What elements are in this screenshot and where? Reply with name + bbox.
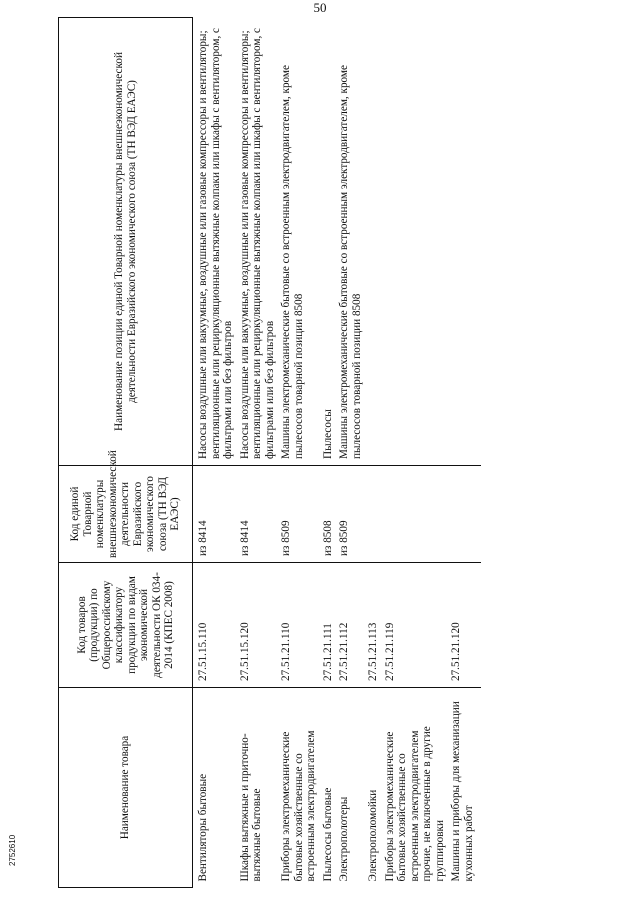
page-number: 50: [313, 0, 327, 15]
row-okpd-code: 27.51.21.110: [276, 563, 318, 688]
table-row: [363, 18, 380, 888]
row-tnved-name: Машины электромеханические бытовые со встроенным электродвигателем, кроме пылесосов товарной позиции 8508: [334, 18, 363, 466]
row-tnved-code: [380, 466, 447, 563]
row-tnved-code: из 8509: [276, 466, 318, 563]
table-row: [334, 18, 363, 888]
row-tnved-code: из 8509: [334, 466, 363, 563]
table-body: [193, 18, 482, 888]
row-product-name: Приборы электромеханические бытовые хозяйственные со встроенным электродвигателем: [280, 730, 317, 882]
row-product-name: Вентиляторы бытовые: [197, 773, 209, 882]
row-tnved-code: из 8508: [318, 466, 335, 563]
header-tnved-code: Код единой Товарной номенклатуры внешнеэкономической деятельности Евразийского экономического союза (ТН ВЭД ЕАЭС): [59, 466, 193, 563]
product-code-table: [58, 17, 481, 888]
table-row: [193, 18, 235, 888]
header-product-name: Наименование товара: [59, 688, 193, 888]
row-okpd-code: 27.51.21.111: [318, 563, 335, 688]
row-tnved-name: [380, 18, 447, 466]
row-tnved-name: Машины электромеханические бытовые со встроенным электродвигателем, кроме пылесосов товарной позиции 8508: [276, 18, 318, 466]
row-okpd-code: 27.51.21.119: [380, 563, 447, 688]
row-tnved-name: [446, 18, 481, 466]
row-tnved-code: [363, 466, 380, 563]
document-code: 2752610: [8, 834, 17, 866]
row-okpd-code: 27.51.21.113: [363, 563, 380, 688]
row-tnved-name: [363, 18, 380, 466]
row-okpd-code: 27.51.15.110: [193, 563, 235, 688]
table-row: [318, 18, 335, 888]
row-okpd-code: 27.51.21.112: [334, 563, 363, 688]
table-row: [276, 18, 318, 888]
row-product-name: Электрополотеры: [338, 796, 350, 882]
row-tnved-name: Насосы воздушные или вакуумные, воздушные или газовые компрессоры и вентиляторы; вентиляционные или рециркуляционные вытяжные колпаки или шкафы с вентилятором, с фильтрами или без фильтров: [235, 18, 277, 466]
table-row: [380, 18, 447, 888]
row-tnved-name: Пылесосы: [318, 18, 335, 466]
row-product-name: Электрополомойки: [367, 789, 379, 882]
table-row: [446, 18, 481, 888]
row-product-name: Машины и приборы для механизации кухонных работ: [450, 701, 475, 882]
row-product-name: Пылесосы бытовые: [321, 787, 334, 882]
row-okpd-code: 27.51.21.120: [446, 563, 481, 688]
header-okpd-code: Код товаров (продукции) по Общероссийскому классификатору продукции по видам экономической деятельности ОК 034-2014 (КПЕС 2008): [59, 563, 193, 688]
landscape-content: [58, 18, 603, 888]
header-tnved-name: Наименование позиции единой Товарной номенклатуры внешнеэкономической деятельности Евразийского экономического союза (ТН ВЭД ЕАЭС): [59, 18, 193, 466]
row-tnved-name: Насосы воздушные или вакуумные, воздушные или газовые компрессоры и вентиляторы; вентиляционные или рециркуляционные вытяжные колпаки или шкафы с вентилятором, с фильтрами или без фильтров: [193, 18, 235, 466]
row-product-name: Приборы электромеханические бытовые хозяйственные со встроенным электродвигателем прочие, не включенные в другие группировки: [383, 726, 446, 882]
table-header-row: [59, 18, 193, 888]
row-tnved-code: из 8414: [235, 466, 277, 563]
row-okpd-code: 27.51.15.120: [235, 563, 277, 688]
row-tnved-code: [446, 466, 481, 563]
row-product-name: Шкафы вытяжные и приточно-вытяжные бытовые: [238, 733, 263, 882]
row-tnved-code: из 8414: [193, 466, 235, 563]
rotated-table-area: [58, 18, 603, 888]
table-row: [235, 18, 277, 888]
